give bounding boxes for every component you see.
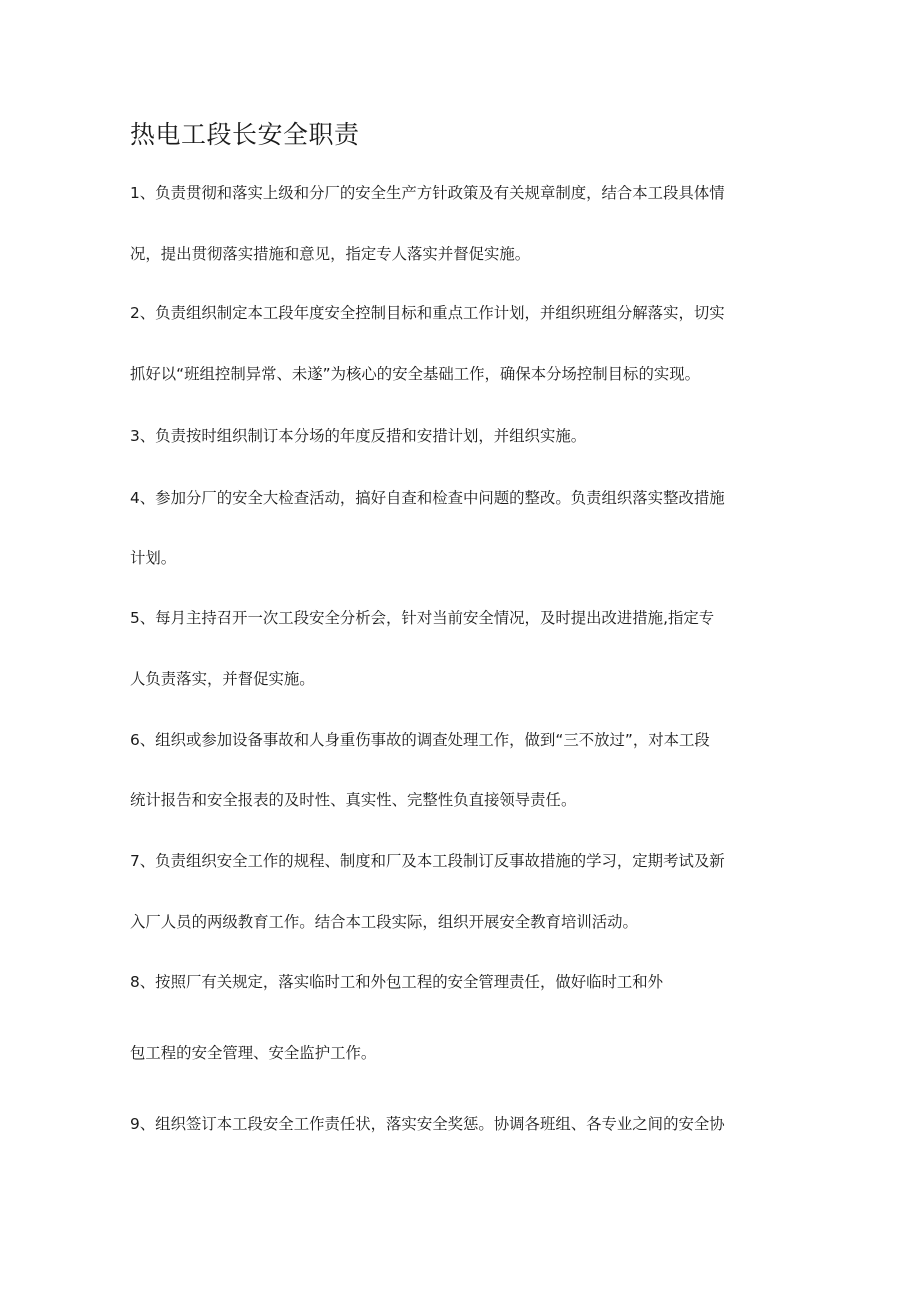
text-line-item-6a: 6、组织或参加设备事故和人身重伤事故的调查处理工作，做到“三不放过”，对本工段: [130, 731, 710, 749]
text-line-item-1a: 1、负责贯彻和落实上级和分厂的安全生产方针政策及有关规章制度，结合本工段具体情: [130, 184, 725, 202]
document-title: 热电工段长安全职责: [130, 120, 360, 149]
text-line-item-6b: 统计报告和安全报表的及时性、真实性、完整性负直接领导责任。: [130, 791, 577, 809]
text-line-item-3: 3、负责按时组织制订本分场的年度反措和安措计划，并组织实施。: [130, 427, 587, 445]
text-line-item-9a: 9、组织签订本工段安全工作责任状，落实安全奖惩。协调各班组、各专业之间的安全协: [130, 1115, 725, 1133]
text-line-item-7b: 入厂人员的两级教育工作。结合本工段实际，组织开展安全教育培训活动。: [130, 913, 638, 931]
text-line-item-2a: 2、负责组织制定本工段年度安全控制目标和重点工作计划，并组织班组分解落实，切实: [130, 304, 725, 322]
text-line-item-5b: 人负责落实，并督促实施。: [130, 670, 315, 688]
text-line-item-7a: 7、负责组织安全工作的规程、制度和厂及本工段制订反事故措施的学习，定期考试及新: [130, 852, 725, 870]
text-line-item-1b: 况，提出贯彻落实措施和意见，指定专人落实并督促实施。: [130, 245, 531, 263]
text-line-item-8a: 8、按照厂有关规定，落实临时工和外包工程的安全管理责任，做好临时工和外: [130, 973, 664, 991]
text-line-item-8b: 包工程的安全管理、安全监护工作。: [130, 1044, 377, 1062]
text-line-item-4b: 计划。: [130, 549, 177, 567]
text-line-item-4a: 4、参加分厂的安全大检查活动，搞好自查和检查中问题的整改。负责组织落实整改措施: [130, 489, 725, 507]
text-line-item-2b: 抓好以“班组控制异常、未遂”为核心的安全基础工作，确保本分场控制目标的实现。: [130, 365, 701, 383]
text-line-item-5a: 5、每月主持召开一次工段安全分析会，针对当前安全情况，及时提出改进措施,指定专: [130, 609, 715, 627]
